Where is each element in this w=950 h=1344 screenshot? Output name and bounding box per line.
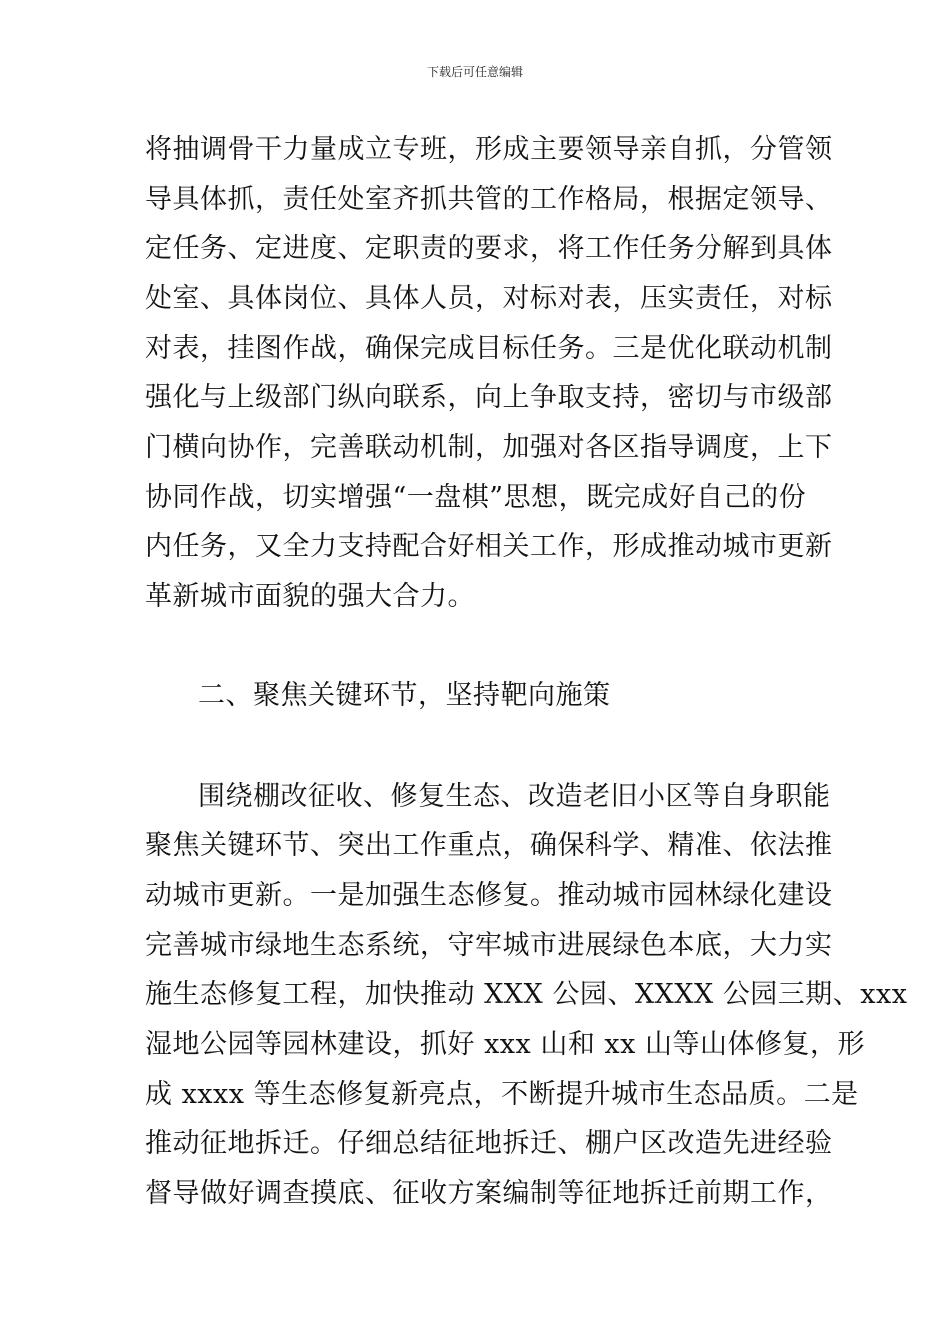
section-heading: 二、聚焦关键环节，坚持靶向施策 bbox=[198, 680, 611, 711]
paragraph-line: 推动征地拆迁。仔细总结征地拆迁、棚户区改造先进经验 bbox=[145, 1128, 833, 1159]
paragraph-line: 对表，挂图作战，确保完成目标任务。三是优化联动机制 bbox=[145, 333, 833, 364]
paragraph-line: 聚焦关键环节、突出工作重点，确保科学、精准、依法推 bbox=[145, 830, 833, 861]
paragraph-line: 动城市更新。一是加强生态修复。推动城市园林绿化建设 bbox=[145, 880, 833, 911]
paragraph-line: 督导做好调查摸底、征收方案编制等征地拆迁前期工作， bbox=[145, 1178, 833, 1209]
paragraph-line: 导具体抓，责任处室齐抓共管的工作格局，根据定领导、 bbox=[145, 184, 833, 215]
paragraph-line: 协同作战，切实增强“一盘棋”思想，既完成好自己的份 bbox=[145, 482, 807, 513]
paragraph-line: 内任务，又全力支持配合好相关工作，形成推动城市更新 bbox=[145, 531, 833, 562]
paragraph-line: 革新城市面貌的强大合力。 bbox=[145, 581, 475, 612]
paragraph-line: 施生态修复工程，加快推动 XXX 公园、XXXX 公园三期、xxx bbox=[145, 979, 908, 1010]
paragraph-line: 强化与上级部门纵向联系，向上争取支持，密切与市级部 bbox=[145, 382, 833, 413]
paragraph-line: 成 xxxx 等生态修复新亮点，不断提升城市生态品质。二是 bbox=[145, 1079, 859, 1110]
paragraph-line: 湿地公园等园林建设，抓好 xxx 山和 xx 山等山体修复，形 bbox=[145, 1029, 865, 1060]
paragraph-line: 处室、具体岗位、具体人员，对标对表，压实责任，对标 bbox=[145, 283, 833, 314]
paragraph-line: 定任务、定进度、定职责的要求，将工作任务分解到具体 bbox=[145, 233, 833, 264]
paragraph-line: 围绕棚改征收、修复生态、改造老旧小区等自身职能 bbox=[198, 781, 831, 812]
page-header: 下载后可任意编辑 bbox=[426, 65, 523, 79]
paragraph-line: 将抽调骨干力量成立专班，形成主要领导亲自抓，分管领 bbox=[145, 134, 833, 165]
paragraph-line: 门横向协作，完善联动机制，加强对各区指导调度，上下 bbox=[145, 432, 833, 463]
paragraph-line: 完善城市绿地生态系统，守牢城市进展绿色本底，大力实 bbox=[145, 930, 833, 961]
